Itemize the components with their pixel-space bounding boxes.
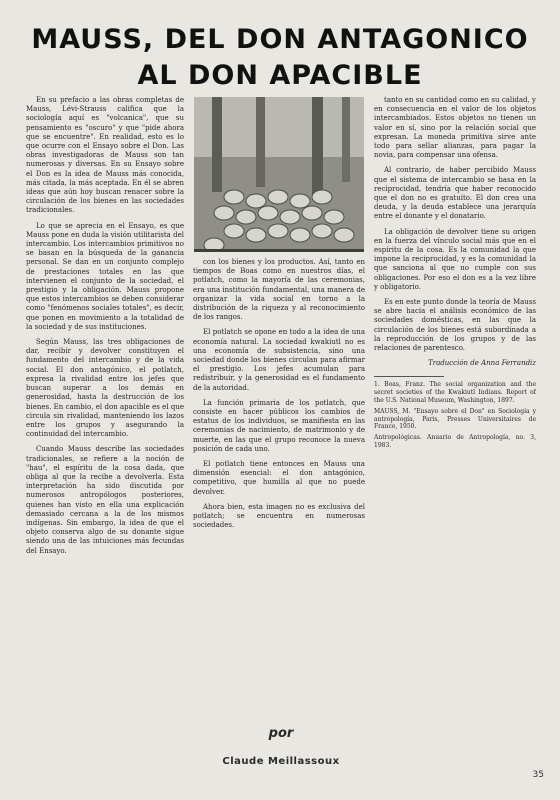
paragraph: Al contrario, de haber percibido Mauss que el sistema de intercambio se basa en la reciprocidad, tendría que haber reconocido que el don no es gratuito. El don crea una deuda, y la deuda establece una jerarquía entre el donante y el donatario. [374,166,536,221]
paragraph: El potlatch tiene entonces en Mauss una dimensión esencial: el don antagónico, competitivo, que humilla al que no puede devolver. [193,460,365,496]
page-title-line-2: AL DON APACIBLE [137,60,423,91]
left-column [26,96,184,786]
log-pile-photo [194,97,364,252]
right-column [374,96,536,786]
byline-por: por [268,726,294,741]
paragraph: con los bienes y los productos. Así, tanto en tiempos de Boas como en nuestros días, el potlatch, como la mayoría de las ceremonias, era una institución fundamental, una manera de organizar la vida social en torno a la distribución de la riqueza y al reconocimiento de los rangos. [193,258,365,322]
translation-credit: Traducción de Anna Ferrandiz [428,359,536,368]
paragraph: Cuando Mauss describe las sociedades tradicionales, se refiere a la noción de "hau", el espíritu de la cosa dada, que obliga al que la recibe a devolverla. Esta interpretación ha sido discutida por numerosos antropólogos posteriores, quienes han visto en ella una explicación demasiado cercana a la de los mismos indígenas. Sin embargo, la idea de que el objeto conserva algo de su donante sigue siendo una de las intuiciones más fecundas del Ensayo. [26,445,184,555]
footnote: 1. Boas, Franz. The social organization and the secret societies of the Kwakiutl Indians. Report of the U.S. National Museum, Washington, 1897. [374,381,536,405]
middle-column [193,258,365,628]
paragraph: En su prefacio a las obras completas de Mauss, Lévi-Strauss califica que la sociología aquí es "volcanica", que su pensamiento es "oscuro" y que "pide ahora que se encuentre". En realidad, esto es lo que ocurre con el Ensayo sobre el Don. Las obras investigadoras de Mauss son tan numerosas y diversas. En su Ensayo sobre el Don es la idea de Mauss más conocida, más citada, la más aceptada. En él se abren ideas que aún hoy buscan renacer sobre la circulación de los bienes en las sociedades tradicionales. [26,96,184,215]
page-title: MAUSS, DEL DON ANTAGONICO [31,24,529,55]
paragraph: Según Mauss, las tres obligaciones de dar, recibir y devolver constituyen el fundamento del intercambio y de la vida social. El don antagónico, el potlatch, expresa la rivalidad entre los jefes que buscan superar a los demás en generosidad, hasta la destrucción de los bienes. En cambio, el don apacible es el que circula sin rivalidad, manteniendo los lazos entre los grupos y asegurando la continuidad del intercambio. [26,338,184,439]
illustration-photo [194,97,364,252]
paragraph: Lo que se aprecia en el Ensayo, es que Mauss pone en duda la visión utilitarista del intercambio. Los intercambios primitivos no se basan en la búsqueda de la ganancia personal. Se dan en un conjunto complejo de prestaciones totales en las que intervienen el conjunto de la sociedad, el prestigio y la obligación. Mauss propone que estos intercambios se deben considerar como "fenómenos sociales totales", es decir, que ponen en movimiento a la totalidad de la sociedad y de sus instituciones. [26,221,184,331]
paragraph: La función primaria de los potlatch, que consiste en hacer públicos los cambios de estatus de los individuos, se manifiesta en las ceremonias de nacimiento, de matrimonio y de muerte, en las que el grupo reconoce la nueva posición de cada uno. [193,398,365,453]
paragraph: La obligación de devolver tiene su origen en la fuerza del vínculo social más que en el espíritu de la cosa. Es la comunidad la que impone la reciprocidad, y es la comunidad la que sanciona al que no cumple con sus obligaciones. Por eso el don es a la vez libre y obligatorio. [374,227,536,291]
footnote: Antropológicas. Anuario de Antropología, no. 3, 1983. [374,434,536,450]
paragraph: Es en este punto donde la teoría de Mauss se abre hacia el análisis económico de las sociedades domésticas, en las que la circulación de los bienes está subordinada a la reproducción de los grupos y de las relaciones de parentesco. [374,298,536,353]
footnote: MAUSS, M. "Ensayo sobre el Don" en Sociología y antropología, Paris, Presses Universitaires de France, 1950. [374,407,536,431]
paragraph: El potlatch se opone en todo a la idea de una economía natural. La sociedad kwakiutl no es una economía de subsistencia, sino una sociedad donde los bienes circulan para afirmar el prestigio. Los jefes acumulan para redistribuir, y la generosidad es el fundamento de la autoridad. [193,328,365,392]
author-name: Claude Meillassoux [222,756,340,767]
paragraph: tanto en su cantidad como en su calidad, y en consecuencia en el valor de los objetos intercambiados. Estos objetos no tienen un valor en sí, sino por la relación social que expresan. La moneda primitiva sirve ante todo para sellar alianzas, para pagar la novia, para compensar una ofensa. [374,96,536,160]
footnotes [374,381,536,449]
paragraph: Ahora bien, esta imagen no es exclusiva del potlatch; se encuentra en numerosas sociedades. [193,502,365,530]
footnote-divider [374,376,444,377]
page-number: 35 [532,770,544,780]
